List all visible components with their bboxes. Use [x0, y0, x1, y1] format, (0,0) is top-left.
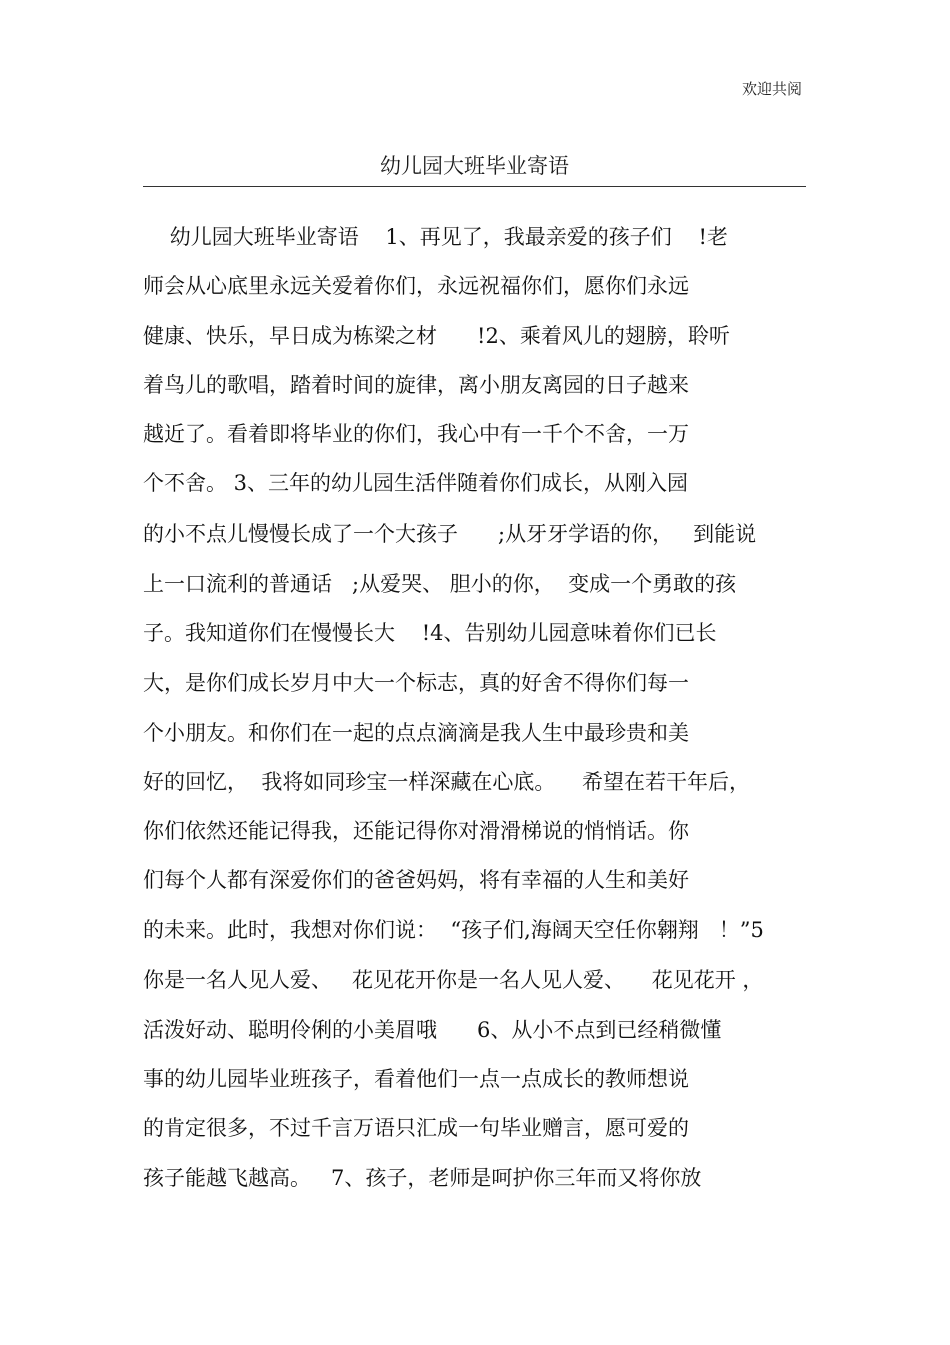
- body-line: 越近了。看着即将毕业的你们，我心中有一千个不舍，一万: [143, 422, 689, 446]
- body-line: 你们依然还能记得我，还能记得你对滑滑梯说的悄悄话。你: [143, 819, 689, 843]
- body-line: 的小不点儿慢慢长成了一个大孩子 ;从牙牙学语的你， 到能说: [143, 522, 757, 546]
- body-line: 个小朋友。和你们在一起的点点滴滴是我人生中最珍贵和美: [143, 721, 689, 745]
- body-line: 的肯定很多，不过千言万语只汇成一句毕业赠言，愿可爱的: [143, 1116, 689, 1140]
- body-line: 孩子能越飞越高。 7、孩子，老师是呵护你三年而又将你放: [143, 1166, 702, 1190]
- document-title: 幼儿园大班毕业寄语: [380, 154, 569, 178]
- body-line: 上一口流利的普通话 ;从爱哭、 胆小的你， 变成一个勇敢的孩: [143, 572, 737, 596]
- body-line: 个不舍。 3、三年的幼儿园生活伴随着你们成长，从刚入园: [143, 471, 689, 495]
- body-line: 的未来。此时，我想对你们说： “孩子们,海阔天空任你翱翔 ！”5: [143, 918, 764, 942]
- body-line: 好的回忆， 我将如同珍宝一样深藏在心底。 希望在若干年后，: [143, 770, 751, 794]
- body-line: 事的幼儿园毕业班孩子，看着他们一点一点成长的教师想说: [143, 1067, 689, 1091]
- body-line: 你是一名人见人爱、 花见花开你是一名人见人爱、 花见花开 ，: [143, 968, 764, 992]
- body-line: 师会从心底里永远关爱着你们，永远祝福你们，愿你们永远: [143, 274, 689, 298]
- body-line: 幼儿园大班毕业寄语 1、再见了，我最亲爱的孩子们 !老: [143, 225, 728, 249]
- body-line: 们每个人都有深爱你们的爸爸妈妈，将有幸福的人生和美好: [143, 868, 689, 892]
- title-divider: [143, 186, 806, 187]
- body-line: 着鸟儿的歌唱，踏着时间的旋律，离小朋友离园的日子越来: [143, 373, 689, 397]
- body-line: 大，是你们成长岁月中大一个标志，真的好舍不得你们每一: [143, 671, 689, 695]
- body-line: 活泼好动、聪明伶俐的小美眉哦 6、从小不点到已经稍微懂: [143, 1018, 722, 1042]
- body-line: 健康、快乐，早日成为栋梁之材 !2、乘着风儿的翅膀，聆听: [143, 324, 730, 348]
- body-line: 子。我知道你们在慢慢长大 !4、告别幼儿园意味着你们已长: [143, 621, 717, 645]
- header-note: 欢迎共阅: [741, 80, 802, 98]
